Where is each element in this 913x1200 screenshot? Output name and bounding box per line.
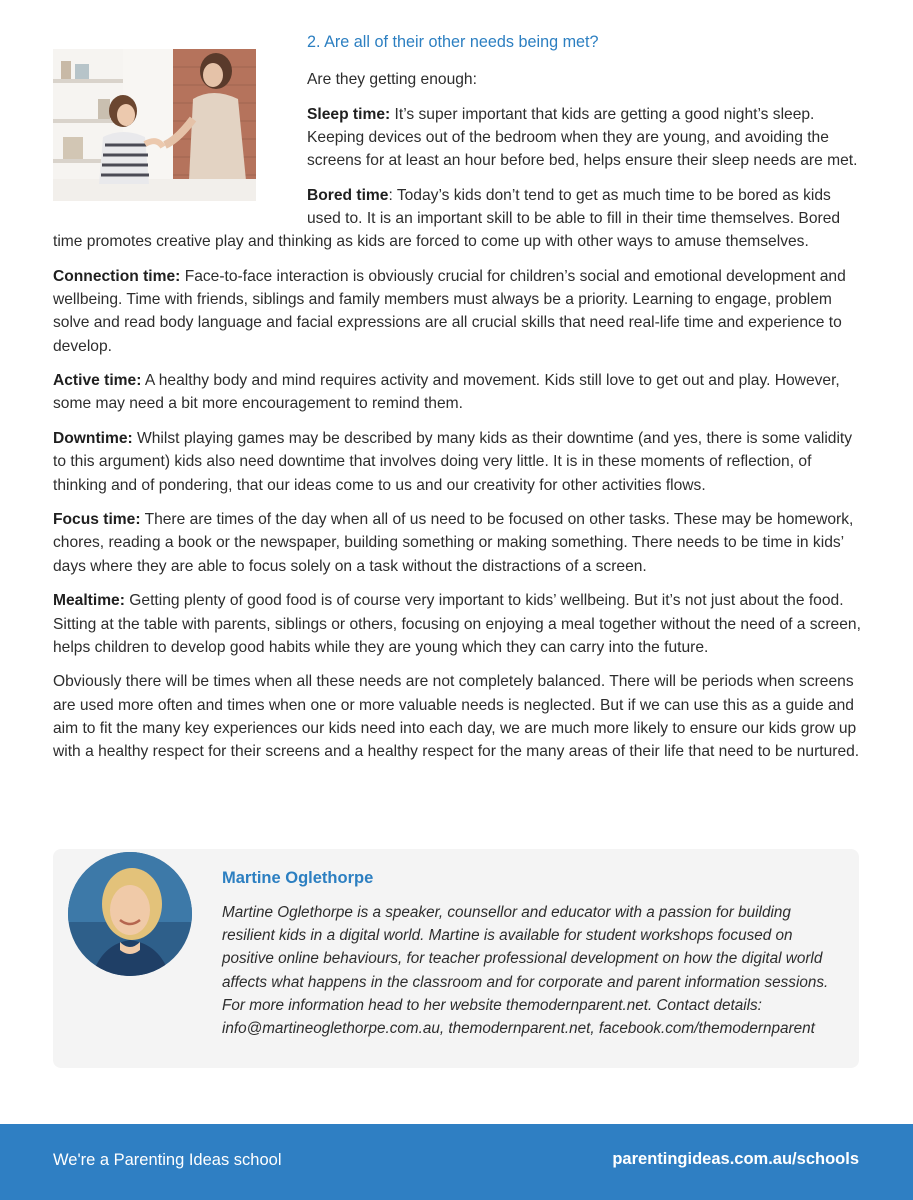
- need-text: Face-to-face interaction is obviously crucial for children’s social and emotional development and wellbeing. Time with friends, siblings and family members must always be a priority. Learning to engage, problem solve and read body language and facial expressions are all crucial skills that need real-life time and experience to develop.: [53, 267, 846, 355]
- author-avatar: [68, 852, 192, 976]
- author-name: Martine Oglethorpe: [222, 869, 374, 887]
- need-label: Focus time:: [53, 511, 141, 529]
- need-text: There are times of the day when all of us need to be focused on other tasks. These may be homework, chores, reading a book or the newspaper, building something or making something. There needs to be time in kids’ days where they are able to focus solely on a task without the distractions of a screen.: [53, 511, 854, 575]
- need-label: Bored time: [307, 186, 389, 204]
- need-text: Getting plenty of good food is of course very important to kids’ wellbeing. But it’s not just about the food. Sitting at the table with parents, siblings or others, focusing on enjoying a meal together without the need of a screen, helps children to develop good habits while they are young which they can carry into the future.: [53, 592, 861, 656]
- need-label: Connection time:: [53, 267, 181, 285]
- author-bio: Martine Oglethorpe is a speaker, counsellor and educator with a passion for building resilient kids in a digital world. Martine is available for student workshops focused on positive online behaviours, for teacher professional development on how the digital world affects what happens in the classroom and for corporate and parent information sessions. For more information head to her website themodernparent.net. Contact details: info@martineoglethorpe.com.au, themodernparent.net, facebook.com/themodernparent: [222, 904, 829, 1038]
- need-label: Sleep time:: [307, 105, 391, 123]
- need-label: Active time:: [53, 372, 142, 390]
- need-focus: [53, 508, 861, 578]
- footer-website-link[interactable]: parentingideas.com.au/schools: [612, 1150, 859, 1168]
- conclusion-text: Obviously there will be times when all these needs are not completely balanced. There will be periods when screens are used more often and times when one or more valuable needs is neglected. But if we can use this as a guide and aim to fit the many key experiences our kids need into each day, we are much more likely to ensure our kids grow up with a healthy respect for their screens and a healthy respect for the many areas of their life that need to be nurtured.: [53, 673, 860, 761]
- need-label: Mealtime:: [53, 592, 125, 610]
- need-active: [53, 369, 861, 415]
- intro-text: Are they getting enough:: [307, 71, 477, 88]
- need-label: Downtime:: [53, 430, 133, 448]
- need-text: : Today’s kids don’t tend to get as much time to be bored as kids used to. It is an important skill to be able to fill in their time themselves. Bored time promotes creative play and thinking as kids are forced to come up with other ways to amuse themselves.: [53, 186, 841, 251]
- photo-spacer: [53, 30, 307, 214]
- need-text: Whilst playing games may be described by many kids as their downtime (and yes, there is some validity to this argument) kids also need downtime that involves doing very little. It is in these moments of reflection, of thinking and of pondering, that our ideas come to us and our creativity for other activities flows.: [53, 430, 853, 494]
- need-downtime: [53, 427, 861, 497]
- need-text: It’s super important that kids are getting a good night’s sleep. Keeping devices out of the bedroom when they are young, and avoiding the screens for at least an hour before bed, helps ensure their sleep needs are met.: [307, 105, 858, 170]
- author-portrait: [68, 852, 192, 976]
- need-mealtime: [53, 589, 861, 659]
- footer-school-text: We're a Parenting Ideas school: [53, 1151, 282, 1169]
- need-connection: [53, 265, 861, 358]
- need-text: A healthy body and mind requires activity and movement. Kids still love to get out and play. However, some may need a bit more encouragement to remind them.: [53, 372, 840, 413]
- section-heading: 2. Are all of their other needs being met?: [307, 33, 599, 51]
- article-body: [53, 30, 861, 775]
- footer-bar: [0, 1124, 913, 1200]
- author-bio-box: [53, 849, 859, 1068]
